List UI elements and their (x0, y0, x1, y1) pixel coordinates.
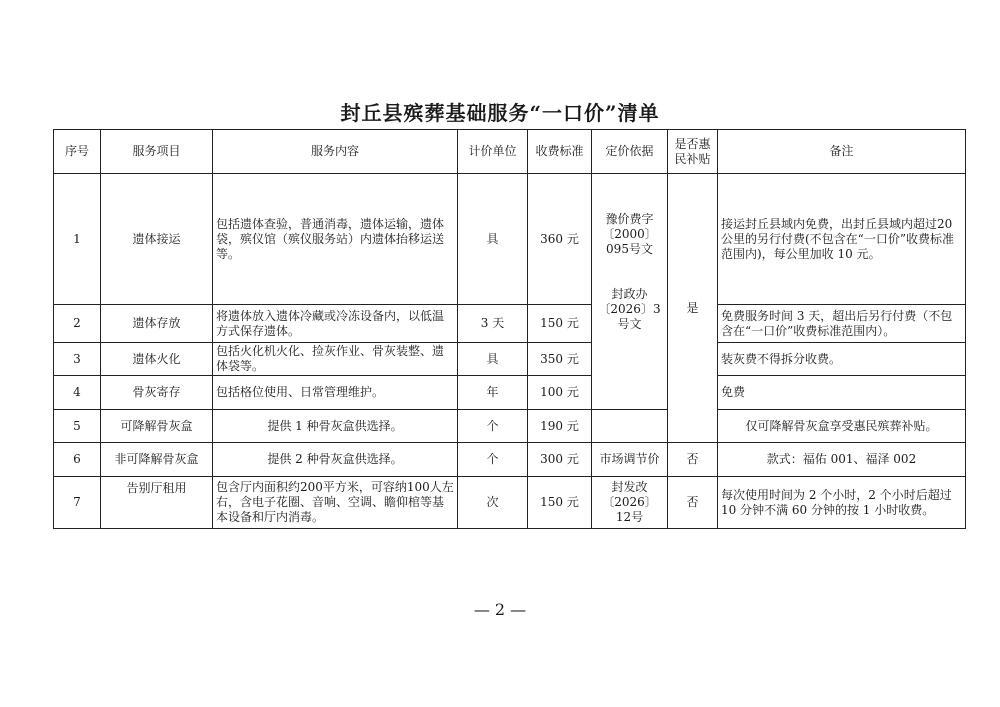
basis-text-a: 豫价费字〔2000〕095号文 (602, 211, 657, 256)
cell-unit: 次 (458, 477, 528, 529)
table-header-row (54, 130, 966, 174)
cell-seq: 6 (54, 443, 101, 477)
cell-content: 包括火化机火化、捡灰作业、骨灰装整、遗体袋等。 (213, 343, 458, 376)
price-list-table (53, 129, 966, 529)
cell-remark: 每次使用时间为 2 个小时，2 个小时后超过 10 分钟不满 60 分钟的按 1 小时收费。 (718, 477, 966, 529)
cell-item: 遗体存放 (101, 305, 213, 343)
table-row (54, 305, 966, 343)
cell-subsidy: 否 (668, 443, 718, 477)
cell-seq: 4 (54, 376, 101, 410)
header-unit: 计价单位 (458, 130, 528, 174)
cell-price: 100 元 (528, 376, 592, 410)
cell-item: 告别厅租用 (101, 477, 213, 529)
cell-unit: 具 (458, 343, 528, 376)
cell-content: 包含厅内面积约200平方米，可容纳100人左右，含电子花圈、音响、空调、瞻仰棺等基本设备和厅内消毒。 (213, 477, 458, 529)
cell-remark: 接运封丘县域内免费，出封丘县域内超过20公里的另行付费(不包含在“一口价”收费标准范围内)，每公里加收 10 元。 (718, 174, 966, 305)
header-subsidy: 是否惠民补贴 (668, 130, 718, 174)
cell-content: 包括遗体查验，普通消毒，遗体运输，遗体袋，殡仪馆（殡仪服务站）内遗体抬移运送等。 (213, 174, 458, 305)
cell-unit: 年 (458, 376, 528, 410)
cell-content: 包括格位使用、日常管理维护。 (213, 376, 458, 410)
header-remark: 备注 (718, 130, 966, 174)
header-item: 服务项目 (101, 130, 213, 174)
page-number: — 2 — (473, 600, 527, 619)
header-price: 收费标准 (528, 130, 592, 174)
cell-unit: 个 (458, 410, 528, 443)
cell-remark: 免费服务时间 3 天，超出后另行付费（不包含在“一口价”收费标准范围内）。 (718, 305, 966, 343)
table-row (54, 174, 966, 305)
cell-content: 提供 1 种骨灰盒供选择。 (213, 410, 458, 443)
cell-price: 190 元 (528, 410, 592, 443)
cell-unit: 具 (458, 174, 528, 305)
cell-subsidy: 否 (668, 477, 718, 529)
cell-basis: 封发改〔2026〕12号 (592, 477, 668, 529)
table-row (54, 376, 966, 410)
table-row (54, 410, 966, 443)
table-row (54, 343, 966, 376)
cell-remark: 装灰费不得拆分收费。 (718, 343, 966, 376)
cell-remark: 款式：福佑 001、福泽 002 (718, 443, 966, 477)
cell-unit: 个 (458, 443, 528, 477)
cell-basis: 市场调节价 (592, 443, 668, 477)
cell-price: 360 元 (528, 174, 592, 305)
cell-item: 非可降解骨灰盒 (101, 443, 213, 477)
cell-seq: 7 (54, 477, 101, 529)
cell-remark: 免费 (718, 376, 966, 410)
cell-item: 遗体接运 (101, 174, 213, 305)
cell-price: 300 元 (528, 443, 592, 477)
basis-text-b: 封政办〔2026〕3号文 (598, 286, 661, 331)
cell-seq: 1 (54, 174, 101, 305)
cell-item: 遗体火化 (101, 343, 213, 376)
cell-seq: 2 (54, 305, 101, 343)
cell-content: 将遗体放入遗体冷藏或冷冻设备内，以低温方式保存遗体。 (213, 305, 458, 343)
cell-basis-group (592, 174, 668, 410)
cell-basis-blank (592, 410, 668, 443)
table-row (54, 443, 966, 477)
cell-seq: 5 (54, 410, 101, 443)
cell-remark: 仅可降解骨灰盒享受惠民殡葬补贴。 (718, 410, 966, 443)
table-row (54, 477, 966, 529)
header-content: 服务内容 (213, 130, 458, 174)
cell-item: 可降解骨灰盒 (101, 410, 213, 443)
cell-seq: 3 (54, 343, 101, 376)
cell-price: 150 元 (528, 305, 592, 343)
cell-price: 350 元 (528, 343, 592, 376)
cell-price: 150 元 (528, 477, 592, 529)
cell-item: 骨灰寄存 (101, 376, 213, 410)
header-seq: 序号 (54, 130, 101, 174)
header-basis: 定价依据 (592, 130, 668, 174)
cell-unit: 3 天 (458, 305, 528, 343)
cell-subsidy-group: 是 (668, 174, 718, 443)
cell-content: 提供 2 种骨灰盒供选择。 (213, 443, 458, 477)
page-title: 封丘县殡葬基础服务“一口价”清单 (340, 101, 660, 125)
